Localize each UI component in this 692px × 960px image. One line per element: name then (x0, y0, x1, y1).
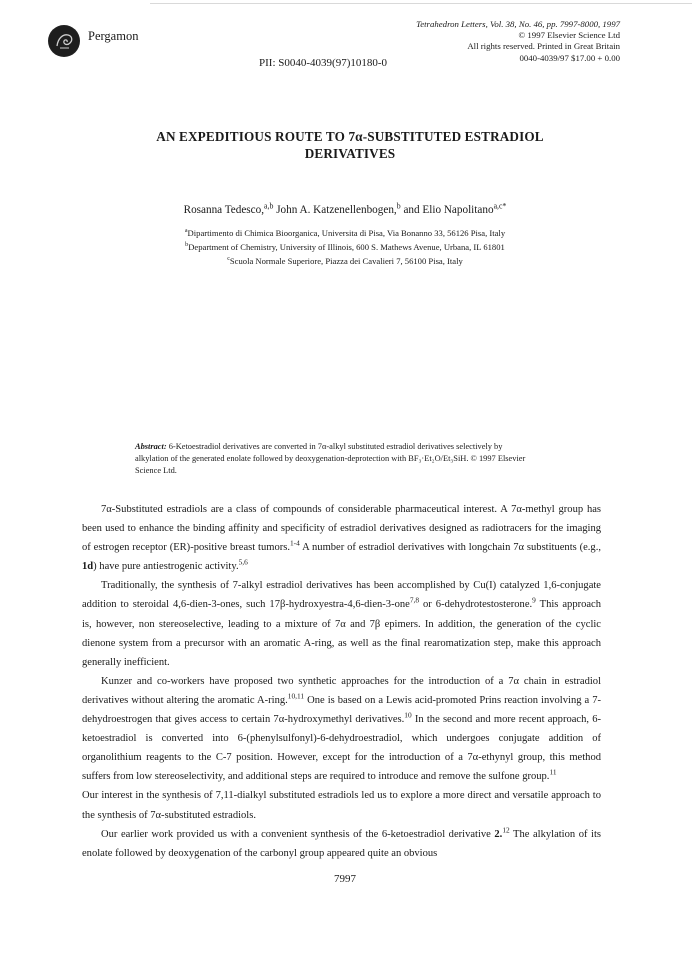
citation: 1-4 (289, 538, 300, 548)
abstract (135, 441, 535, 478)
paragraph (82, 672, 601, 787)
citation: 10,11 (287, 691, 305, 701)
author-affil-mark: a,b (264, 201, 274, 211)
author-name: Rosanna Tedesco, (183, 204, 265, 216)
text-run: or 6-dehydrotestosterone. (419, 599, 533, 611)
affiliation-text: Scuola Normale Superiore, Piazza dei Cavalieri 7, 56100 Pisa, Italy (229, 256, 463, 266)
publisher-name: Pergamon (88, 29, 139, 43)
compound-number: 1d (82, 561, 94, 573)
affiliation-mark: c (227, 256, 230, 263)
author-affil-mark: a,c* (493, 201, 507, 211)
compound-number: 2. (494, 828, 503, 840)
citation: 11 (549, 767, 557, 777)
text-run: The alkylation of its enolate followed by deoxygenation of the carbonyl group appeared quite an obvious (82, 828, 601, 859)
affiliation-text: Dipartimento di Chimica Bioorganica, Universita di Pisa, Via Bonanno 33, 56126 Pisa, Italy (187, 228, 506, 238)
affiliation-mark: a (184, 228, 188, 235)
citation: 5,6 (238, 557, 248, 567)
body-text (82, 500, 601, 863)
paragraph (82, 786, 601, 824)
text-run: Our earlier work provided us with a convenient synthesis of the 6-ketoestradiol derivative (101, 828, 495, 840)
affiliation-text: Department of Chemistry, University of Illinois, 600 S. Mathews Avenue, Urbana, IL 61801 (188, 242, 505, 252)
text-run: One is based on a Lewis acid-promoted Prins reaction involving a 7-dehydroestrogen that gives access to certain 7α-hydroxymethyl derivatives. (82, 694, 601, 726)
author-name: John A. Katzenellenbogen, (273, 204, 397, 216)
citation: 12 (502, 825, 510, 835)
title-line: AN EXPEDITIOUS ROUTE TO 7α-SUBSTITUTED ESTRADIOL (156, 129, 544, 144)
affiliation-mark: b (185, 242, 189, 249)
author-list (120, 201, 570, 216)
text-run: 7α-Substituted estradiols are a class of compounds of considerable pharmaceutical interest. A 7α-methyl group has been used to enhance the binding affinity and specificity of estradiol derivatives designed as radiotracers for the imaging of estrogen receptor (ER)-positive breast tumors. (82, 504, 601, 554)
text-run: Our interest in the synthesis of 7,11-dialkyl substituted estradiols led us to explore a more direct and versatile approach to the synthesis of 7α-substituted estradiols. (82, 790, 601, 821)
article-title (90, 128, 610, 162)
journal-line: Tetrahedron Letters, Vol. 38, No. 46, pp. 7997-8000, 1997 (416, 19, 620, 29)
pergamon-logo-icon (48, 25, 80, 57)
text-run: In the second and more recent approach, 6-ketoestradiol is converted into 6-(phenylsulfonyl)-6-dehydroestradiol, which undergoes conjugate addition of organolithium reagents to the C-7 position. However, except for the introduction of a 7α-ethynyl group, this method suffers from low stereoselectivity, and additional steps are required to introduce and remove the sulfone group. (82, 714, 601, 783)
affiliation (60, 228, 630, 238)
text-run: This approach is, however, non stereoselective, leading to a mixture of 7α and 7β epimers. In addition, the generation of the cyclic dienone system from a precursor with an aromatic A-ring, as well as the final rearomatization step, make this approach generally inefficient. (82, 599, 602, 668)
title-line: DERIVATIVES (304, 146, 396, 161)
abstract-text: 6-Ketoestradiol derivatives are converted in 7α-alkyl substituted estradiol derivatives selectively by alkylation of the generated enolate followed by deoxygenation-deprotection with BF₃·Et₂O/Et₃SiH. © 1997 Elsevier Science Ltd. (135, 442, 526, 476)
author-affil-mark: b (396, 201, 401, 211)
citation: 7,8 (409, 595, 420, 605)
page-number: 7997 (334, 873, 356, 885)
citation: 10 (404, 710, 412, 720)
journal-line: © 1997 Elsevier Science Ltd (518, 30, 620, 41)
paragraph (82, 500, 601, 576)
paragraph (82, 825, 601, 863)
text-run: A number of estradiol derivatives with longchain 7α substituents (e.g., (299, 542, 601, 554)
journal-line: All rights reserved. Printed in Great Britain (467, 41, 620, 52)
paragraph (82, 576, 601, 671)
citation: 9 (532, 595, 536, 605)
abstract-label: Abstract: (135, 442, 167, 451)
affiliation (60, 242, 630, 252)
affiliation (60, 256, 630, 266)
pii-identifier: PII: S0040-4039(97)10180-0 (259, 57, 388, 69)
author-name: and Elio Napolitano (400, 204, 494, 216)
top-rule (150, 3, 692, 4)
text-run: Traditionally, the synthesis of 7-alkyl estradiol derivatives has been accomplished by Cu(I) catalyzed 1,6-conjugate addition to steroidal 4,6-dien-3-ones, such 17β-hydroxyestra-4,6-dien-3-one (82, 580, 601, 611)
text-run: Kunzer and co-workers have proposed two synthetic approaches for the introduction of a 7α chain in estradiol derivatives without altering the aromatic A-ring. (82, 675, 601, 706)
text-run: ) have pure antiestrogenic activity. (93, 561, 239, 573)
journal-line: 0040-4039/97 $17.00 + 0.00 (519, 52, 620, 63)
